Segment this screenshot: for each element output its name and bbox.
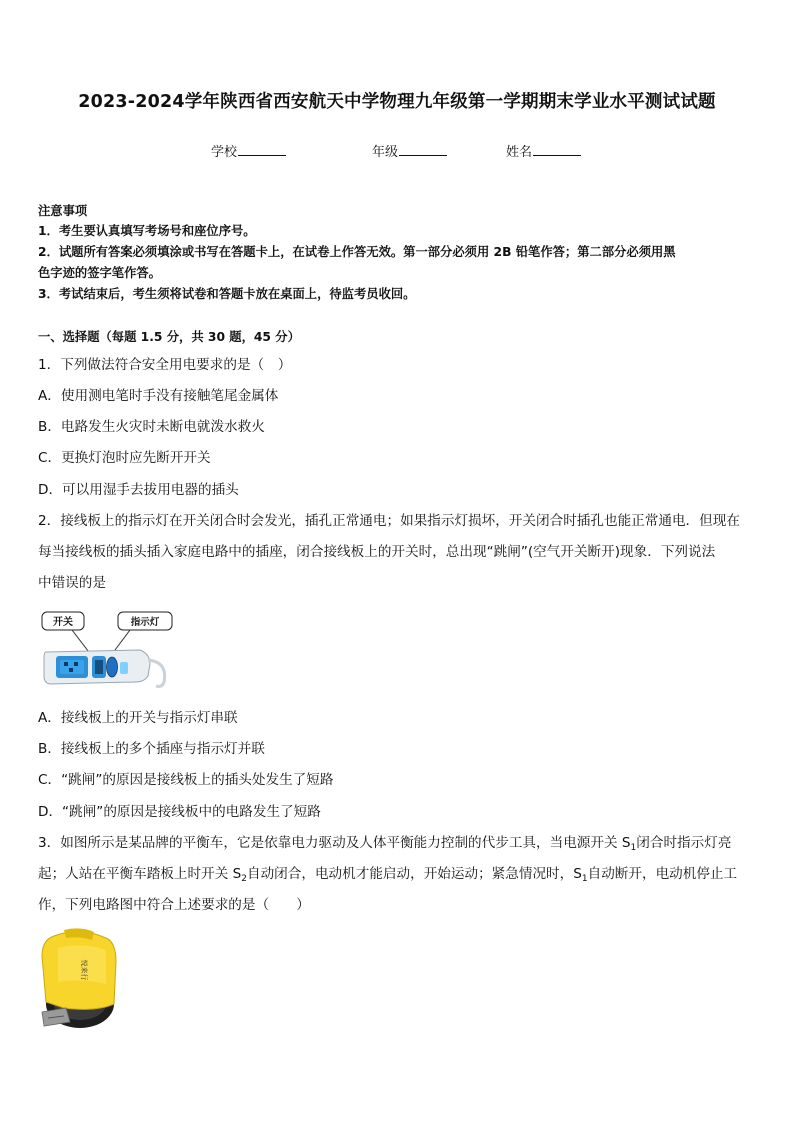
grade-blank <box>399 143 447 156</box>
question-2-stem-line: 2．接线板上的指示灯在开关闭合时会发光，插孔正常通电；如果指示灯损坏，开关闭合时插孔也能正常通电．但现在 <box>38 513 740 529</box>
question-1-option-c: C．更换灯泡时应先断开开关 <box>38 450 211 466</box>
notes-heading: 注意事项 <box>38 204 88 218</box>
question-2-option-c: C．“跳闸”的原因是接线板上的插头处发生了短路 <box>38 772 334 788</box>
balance-car-figure <box>36 928 120 1032</box>
power-strip-figure <box>40 610 180 690</box>
question-1-option-d: D．可以用湿手去拔用电器的插头 <box>38 482 239 498</box>
section-heading: 一、选择题（每题 1.5 分，共 30 题，45 分） <box>38 330 300 344</box>
note-item: 1．考生要认真填写考场号和座位序号。 <box>38 224 256 238</box>
balance-car-logo-text: 悦来行 <box>80 959 88 981</box>
name-label: 姓名 <box>506 145 533 160</box>
question-2-option-d: D．“跳闸”的原因是接线板中的电路发生了短路 <box>38 804 321 820</box>
page-title: 2023-2024学年陕西省西安航天中学物理九年级第一学期期末学业水平测试试题 <box>78 92 716 112</box>
question-3-stem-line: 作，下列电路图中符合上述要求的是（ ） <box>38 897 310 913</box>
question-2-stem-line: 中错误的是 <box>38 575 106 591</box>
grade-label: 年级 <box>372 145 399 160</box>
school-label: 学校 <box>211 145 238 160</box>
switch-callout-label: 开关 <box>53 617 73 628</box>
note-item: 色字迹的签字笔作答。 <box>38 266 161 280</box>
question-3-stem-line: 起；人站在平衡车踏板上时开关 $S_2$自动闭合，电动机才能启动，开始运动；紧急情况时，$S_1$自动断开，电动机停止工 <box>38 866 738 884</box>
question-1-stem: 1．下列做法符合安全用电要求的是（ ） <box>38 357 292 373</box>
indicator-light-callout-label: 指示灯 <box>130 617 160 628</box>
school-field <box>211 141 286 160</box>
name-blank <box>533 143 581 156</box>
question-3-stem-line: 3．如图所示是某品牌的平衡车，它是依靠电力驱动及人体平衡能力控制的代步工具，当电源开关 $S_1$闭合时指示灯亮 <box>38 835 732 853</box>
grade-field <box>372 141 447 160</box>
question-2-stem-line: 每当接线板的插头插入家庭电路中的插座，闭合接线板上的开关时，总出现“跳闸”(空气开关断开)现象．下列说法 <box>38 544 716 560</box>
school-blank <box>238 143 286 156</box>
note-item: 3．考试结束后，考生须将试卷和答题卡放在桌面上，待监考员收回。 <box>38 287 416 301</box>
question-2-option-b: B．接线板上的多个插座与指示灯并联 <box>38 741 265 757</box>
note-item: 2．试题所有答案必须填涂或书写在答题卡上，在试卷上作答无效。第一部分必须用 2B 铅笔作答；第二部分必须用黑 <box>38 245 676 259</box>
question-1-option-b: B．电路发生火灾时未断电就泼水救火 <box>38 419 265 435</box>
name-field <box>506 141 581 160</box>
question-2-option-a: A．接线板上的开关与指示灯串联 <box>38 710 238 726</box>
question-1-option-a: A．使用测电笔时手没有接触笔尾金属体 <box>38 388 279 404</box>
